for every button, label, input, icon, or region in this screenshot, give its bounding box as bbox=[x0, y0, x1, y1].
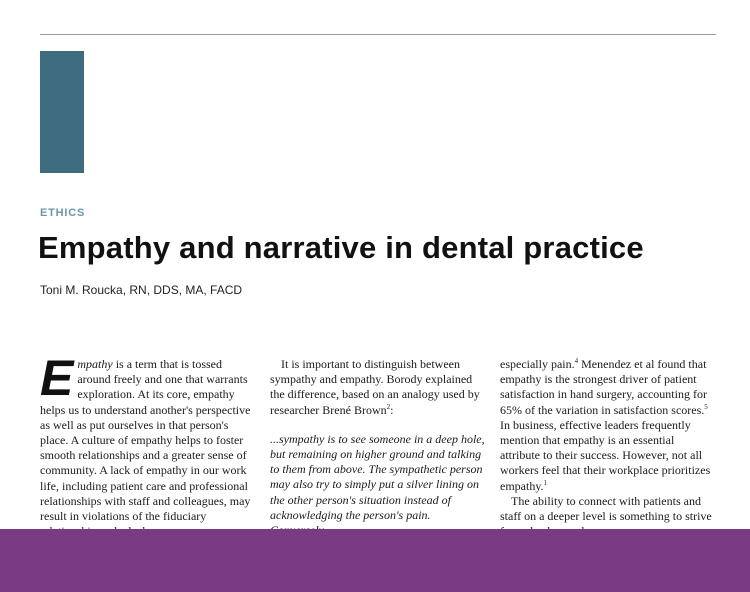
footer-band bbox=[0, 529, 750, 592]
first-word: mpathy bbox=[77, 357, 113, 371]
column-3 bbox=[500, 357, 712, 539]
reference-marker: 1 bbox=[543, 478, 548, 487]
paragraph-text: In business, effective leaders frequently mention that empathy is an essential attribute to their success. However, not all workers feel that their workplace prioritizes empathy. bbox=[500, 417, 711, 493]
reference-marker: 2 bbox=[386, 402, 391, 411]
reference-marker: 4 bbox=[574, 357, 579, 365]
column-2 bbox=[270, 357, 486, 538]
paragraph-text: Menendez et al found that empathy is the strongest driver of patient satisfaction in hand surgery, accounting for 65% of the variation in satisfaction scores. bbox=[500, 357, 707, 417]
reference-marker: 5 bbox=[704, 402, 708, 411]
paragraph-text: It is important to distinguish between sympathy and empathy. Borody explained the difference, based on an analogy used by researcher Brené Brown bbox=[270, 357, 480, 417]
intro-text: is a term that is tossed around freely and one that warrants exploration. At its core, empathy helps us to understand another's perspective as well as put ourselves in that person's place. A culture of empathy helps to foster smooth relationships and a greater sense of community. A lack of empathy in our work life, including patient care and professional relationships with staff and colleagues, may result in violations of the fiduciary bbox=[40, 357, 251, 524]
top-rule bbox=[40, 34, 716, 35]
column-1 bbox=[40, 350, 252, 539]
author-byline: Toni M. Roucka, RN, DDS, MA, FACD bbox=[40, 283, 243, 297]
paragraph: The ability to connect with patients and staff on a deeper level is something to strive bbox=[500, 493, 712, 524]
paragraph-text: : bbox=[390, 402, 394, 417]
section-label: ETHICS bbox=[40, 207, 86, 219]
block-quote: ...sympathy is to see someone in a deep hole, but remaining on higher ground and talking to them from above. The sympathetic person may also try to simply put a silver lining on the other person's situation instead of acknowledging the person's pain. bbox=[270, 431, 485, 522]
paragraph bbox=[270, 357, 486, 418]
drop-cap: E bbox=[40, 350, 74, 406]
paragraph bbox=[500, 357, 712, 494]
paragraph-text: especially pain. bbox=[500, 357, 575, 371]
accent-block bbox=[40, 51, 84, 173]
article-title: Empathy and narrative in dental practice bbox=[38, 230, 644, 265]
intro-paragraph bbox=[40, 350, 252, 539]
